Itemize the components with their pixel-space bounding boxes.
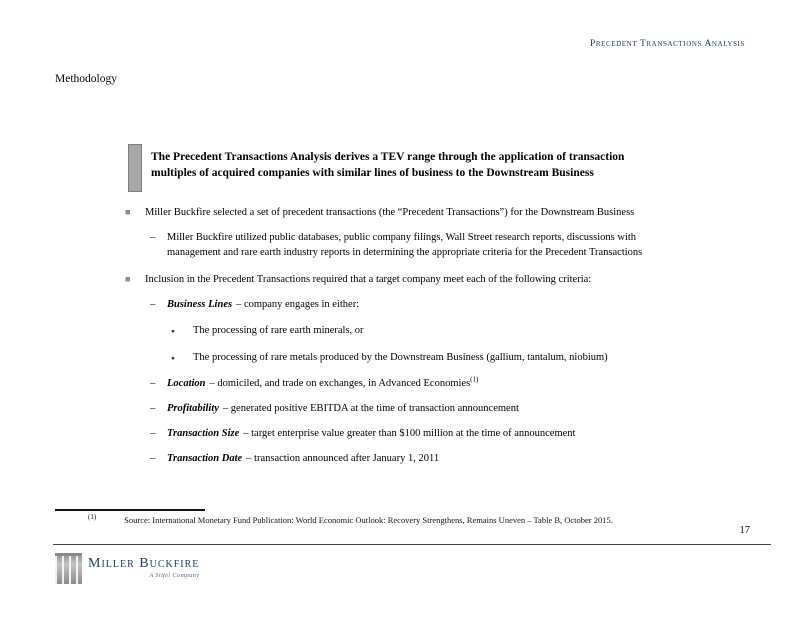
criterion-detail: – domiciled, and trade on exchanges, in Advanced Economies — [209, 378, 471, 389]
list-item-text: Miller Buckfire selected a set of precedent transactions (the “Precedent Transactions”) for the Downstream Business — [145, 207, 635, 218]
list-item — [125, 426, 685, 441]
miller-buckfire-logo — [55, 553, 199, 584]
list-item-text: The processing of rare metals produced by the Downstream Business (gallium, tantalum, niobium) — [193, 352, 608, 363]
list-item — [125, 297, 685, 312]
page-title: Precedent Transactions Analysis — [589, 39, 745, 49]
bullet-dash-icon: – — [150, 378, 156, 389]
footnote — [88, 515, 768, 525]
statement-accent-bar — [128, 144, 142, 192]
bullet-square-icon: ■ — [125, 207, 131, 217]
list-item-text: Inclusion in the Precedent Transactions required that a target company meet each of the following criteria: — [145, 274, 592, 285]
list-item-text: Miller Buckfire utilized public databases, public company filings, Wall Street research reports, discussions with management and rare earth industry reports in determining the appropriate criteria for the Precedent Transactions — [167, 232, 643, 258]
logo-tagline: A Stifel Company — [149, 572, 200, 579]
criterion-detail: – target enterprise value greater than $100 million at the time of announcement — [243, 428, 576, 439]
criterion-detail: – generated positive EBITDA at the time of transaction announcement — [222, 403, 519, 414]
miller-buckfire-columns-icon — [55, 553, 82, 584]
footnote-marker: (1) — [88, 513, 97, 522]
content-area — [125, 144, 685, 466]
list-item-text — [167, 451, 667, 466]
bullet-dash-icon: – — [150, 428, 156, 439]
logo-text — [88, 557, 199, 579]
bullet-circle-icon: ● — [171, 328, 175, 335]
bullet-circle-icon: ● — [171, 355, 175, 362]
logo-company-name: Miller Buckfire — [88, 556, 200, 571]
footnote-reference: (1) — [470, 375, 479, 384]
key-statement — [125, 144, 685, 192]
list-item — [125, 205, 685, 220]
footnote-text: Source: International Monetary Fund Publication: World Economic Outlook: Recovery Strengthens, Remains Uneven – Table B, October 2015. — [124, 515, 613, 525]
statement-text: The Precedent Transactions Analysis derives a TEV range through the application of transaction multiples of acquired companies with similar lines of business to the Downstream Business — [151, 151, 625, 179]
list-item — [125, 401, 685, 416]
criterion-name: Transaction Size — [167, 428, 240, 439]
criterion-name: Transaction Date — [167, 453, 243, 464]
list-item — [125, 376, 685, 391]
bullet-dash-icon: – — [150, 403, 156, 414]
list-item — [125, 272, 685, 287]
list-item-text — [167, 376, 667, 391]
criterion-name: Location — [167, 378, 206, 389]
list-item-text — [167, 401, 667, 416]
bullet-dash-icon: – — [150, 299, 156, 310]
list-item-text — [167, 426, 667, 441]
list-item — [125, 350, 685, 366]
list-item — [125, 323, 685, 339]
list-item-text — [167, 297, 667, 312]
criterion-name: Profitability — [167, 403, 219, 414]
bullet-square-icon: ■ — [125, 274, 131, 284]
bullet-dash-icon: – — [150, 453, 156, 464]
list-item — [125, 230, 685, 260]
criterion-detail: – company engages in either: — [236, 299, 360, 310]
footer-divider — [53, 544, 771, 545]
list-item-text: The processing of rare earth minerals, or — [193, 325, 364, 336]
page-number: 17 — [739, 525, 750, 536]
list-item — [125, 451, 685, 466]
footnote-separator — [55, 509, 205, 511]
criterion-detail: – transaction announced after January 1, 2011 — [246, 453, 440, 464]
section-label: Methodology — [55, 73, 117, 85]
bullet-dash-icon: – — [150, 232, 156, 243]
criterion-name: Business Lines — [167, 299, 233, 310]
